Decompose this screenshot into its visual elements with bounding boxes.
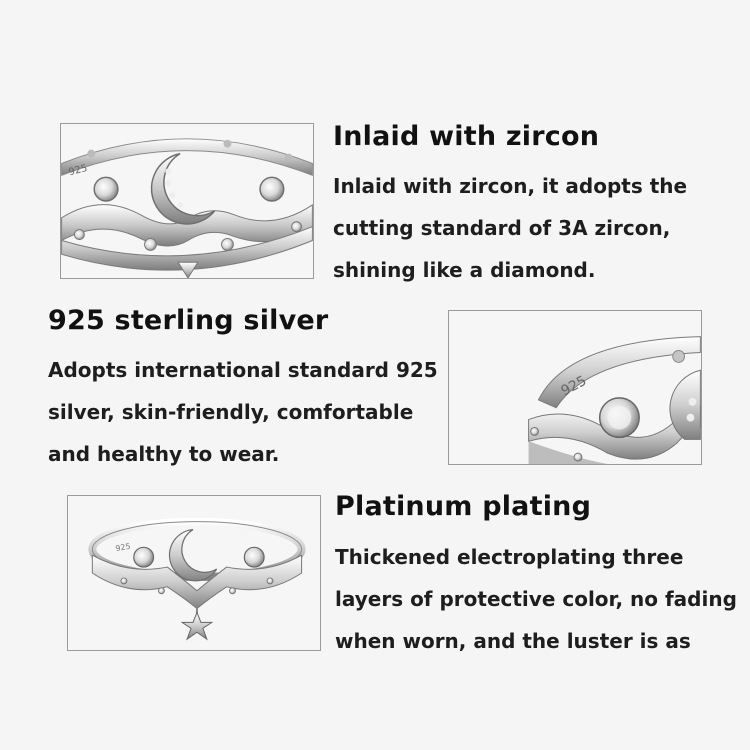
section-title-zircon: Inlaid with zircon xyxy=(333,121,600,152)
body-line: cutting standard of 3A zircon, xyxy=(333,216,671,240)
ring-stamp-text: 925 xyxy=(67,163,89,179)
ring-stamp-text: 925 xyxy=(114,541,132,554)
ring-closeup-photo xyxy=(60,123,314,279)
body-line: and healthy to wear. xyxy=(48,442,280,466)
ring-crown-moon-image xyxy=(61,124,313,278)
section-title-silver: 925 sterling silver xyxy=(48,305,329,336)
section-body-silver xyxy=(48,349,438,475)
body-line: Adopts international standard 925 xyxy=(48,358,438,382)
body-line: when worn, and the luster is as xyxy=(335,629,691,653)
section-body-plating xyxy=(335,536,737,662)
body-line: Thickened electroplating three xyxy=(335,545,684,569)
body-line: Inlaid with zircon, it adopts the xyxy=(333,174,688,198)
body-line: silver, skin-friendly, comfortable xyxy=(48,400,414,424)
ring-full-photo xyxy=(67,495,321,651)
section-body-zircon xyxy=(333,165,687,291)
ring-full-view-image xyxy=(68,496,320,650)
ring-stamp-text: 925 xyxy=(558,372,590,400)
ring-stamp-photo xyxy=(448,310,702,465)
ring-925-stamp-image xyxy=(449,311,701,464)
body-line: shining like a diamond. xyxy=(333,258,596,282)
section-title-plating: Platinum plating xyxy=(335,491,592,522)
body-line: layers of protective color, no fading xyxy=(335,587,737,611)
